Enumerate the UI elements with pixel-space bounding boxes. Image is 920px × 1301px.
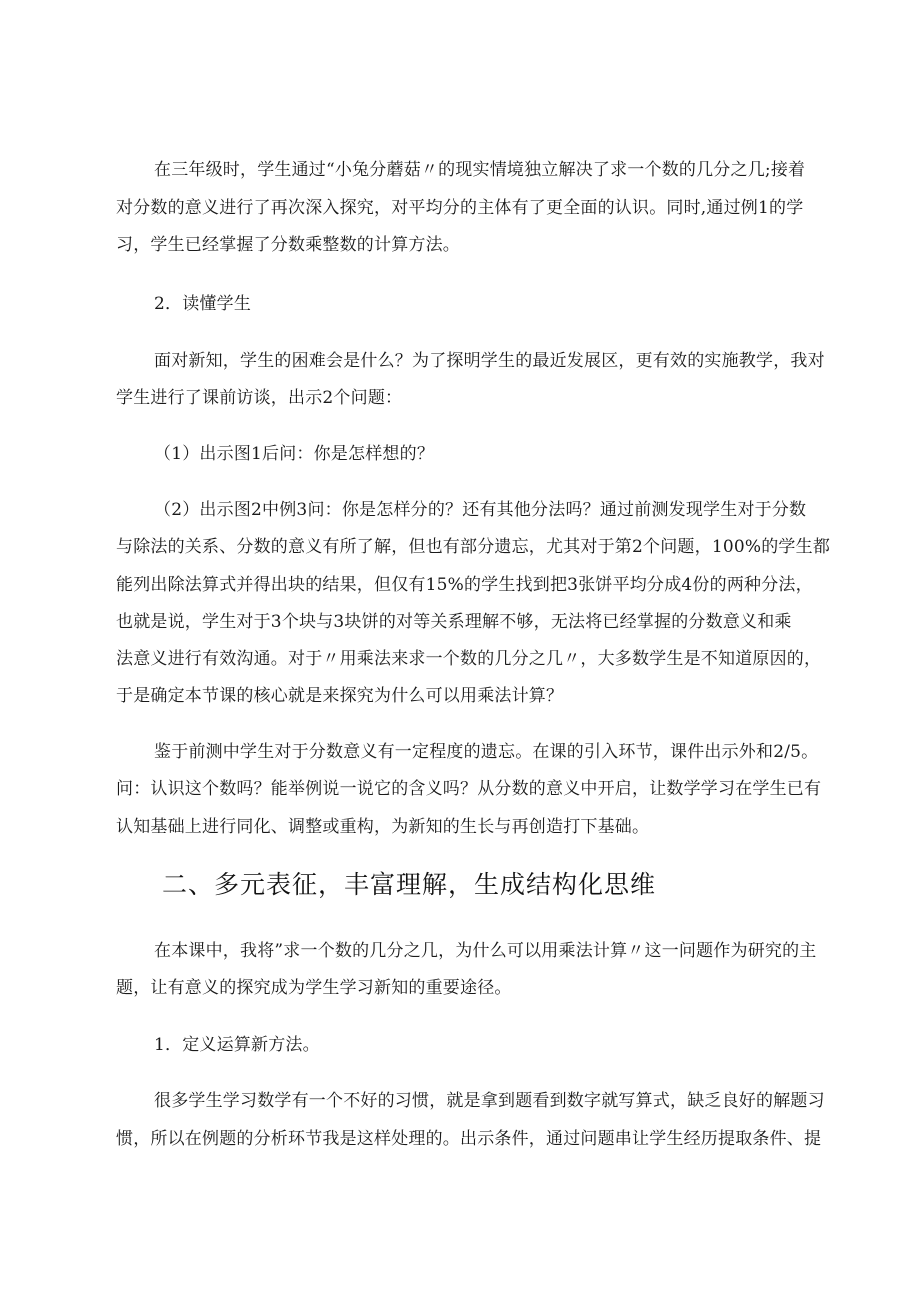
paragraph-line: 能列出除法算式并得出块的结果，但仅有15%的学生找到把3张饼平均分成4份的两种分法， <box>116 575 813 595</box>
question-item-1: （1）出示图1后问：你是怎样想的？ <box>154 444 435 464</box>
paragraph-line: 问：认识这个数吗？能举例说一说它的含义吗？从分数的意义中开启，让数学学习在学生已有 <box>116 779 822 799</box>
paragraph-line: 惯，所以在例题的分析环节我是这样处理的。出示条件，通过问题串让学生经历提取条件、提 <box>116 1129 822 1149</box>
paragraph-line: 于是确定本节课的核心就是来探究为什么可以用乘法计算？ <box>116 686 564 706</box>
paragraph-line: 鉴于前测中学生对于分数意义有一定程度的遗忘。在课的引入环节，课件出示外和2/5。 <box>154 742 819 762</box>
section-heading: 二、多元表征，丰富理解，生成结构化思维 <box>162 870 657 899</box>
paragraph-line: 学生进行了课前访谈，出示2个问题： <box>116 388 403 408</box>
paragraph-line: 在三年级时，学生通过“小兔分蘑菇〃的现实情境独立解决了求一个数的几分之几;接着 <box>154 160 806 180</box>
paragraph-line: 与除法的关系、分数的意义有所了解，但也有部分遗忘，尤其对于第2个问题，100%的学生都 <box>116 537 831 557</box>
section-title-read-students: 2．读懂学生 <box>154 294 252 314</box>
paragraph-line: 也就是说，学生对于3个块与3块饼的对等关系理解不够，无法将已经掌握的分数意义和乘 <box>116 612 792 632</box>
paragraph-line: （2）出示图2中例3问：你是怎样分的？还有其他分法吗？通过前测发现学生对于分数 <box>154 500 807 520</box>
paragraph-line: 题，让有意义的探究成为学生学习新知的重要途径。 <box>116 978 512 998</box>
section-title-define-operation: 1．定义运算新方法。 <box>154 1035 320 1055</box>
paragraph-line: 认知基础上进行同化、调整或重构，为新知的生长与再创造打下基础。 <box>116 817 650 837</box>
paragraph-line: 面对新知，学生的困难会是什么？为了探明学生的最近发展区，更有效的实施教学，我对 <box>154 351 825 371</box>
paragraph-line: 在本课中，我将”求一个数的几分之几，为什么可以用乘法计算〃这一问题作为研究的主 <box>154 941 817 961</box>
paragraph-line: 很多学生学习数学有一个不好的习惯，就是拿到题看到数字就写算式，缺乏良好的解题习 <box>154 1091 825 1111</box>
paragraph-line: 法意义进行有效沟通。对于〃用乘法来求一个数的几分之几〃，大多数学生是不知道原因的， <box>116 649 822 669</box>
paragraph-line: 对分数的意义进行了再次深入探究，对平均分的主体有了更全面的认识。同时,通过例1的学 <box>116 198 804 218</box>
paragraph-line: 习，学生已经掌握了分数乘整数的计算方法。 <box>116 235 460 255</box>
